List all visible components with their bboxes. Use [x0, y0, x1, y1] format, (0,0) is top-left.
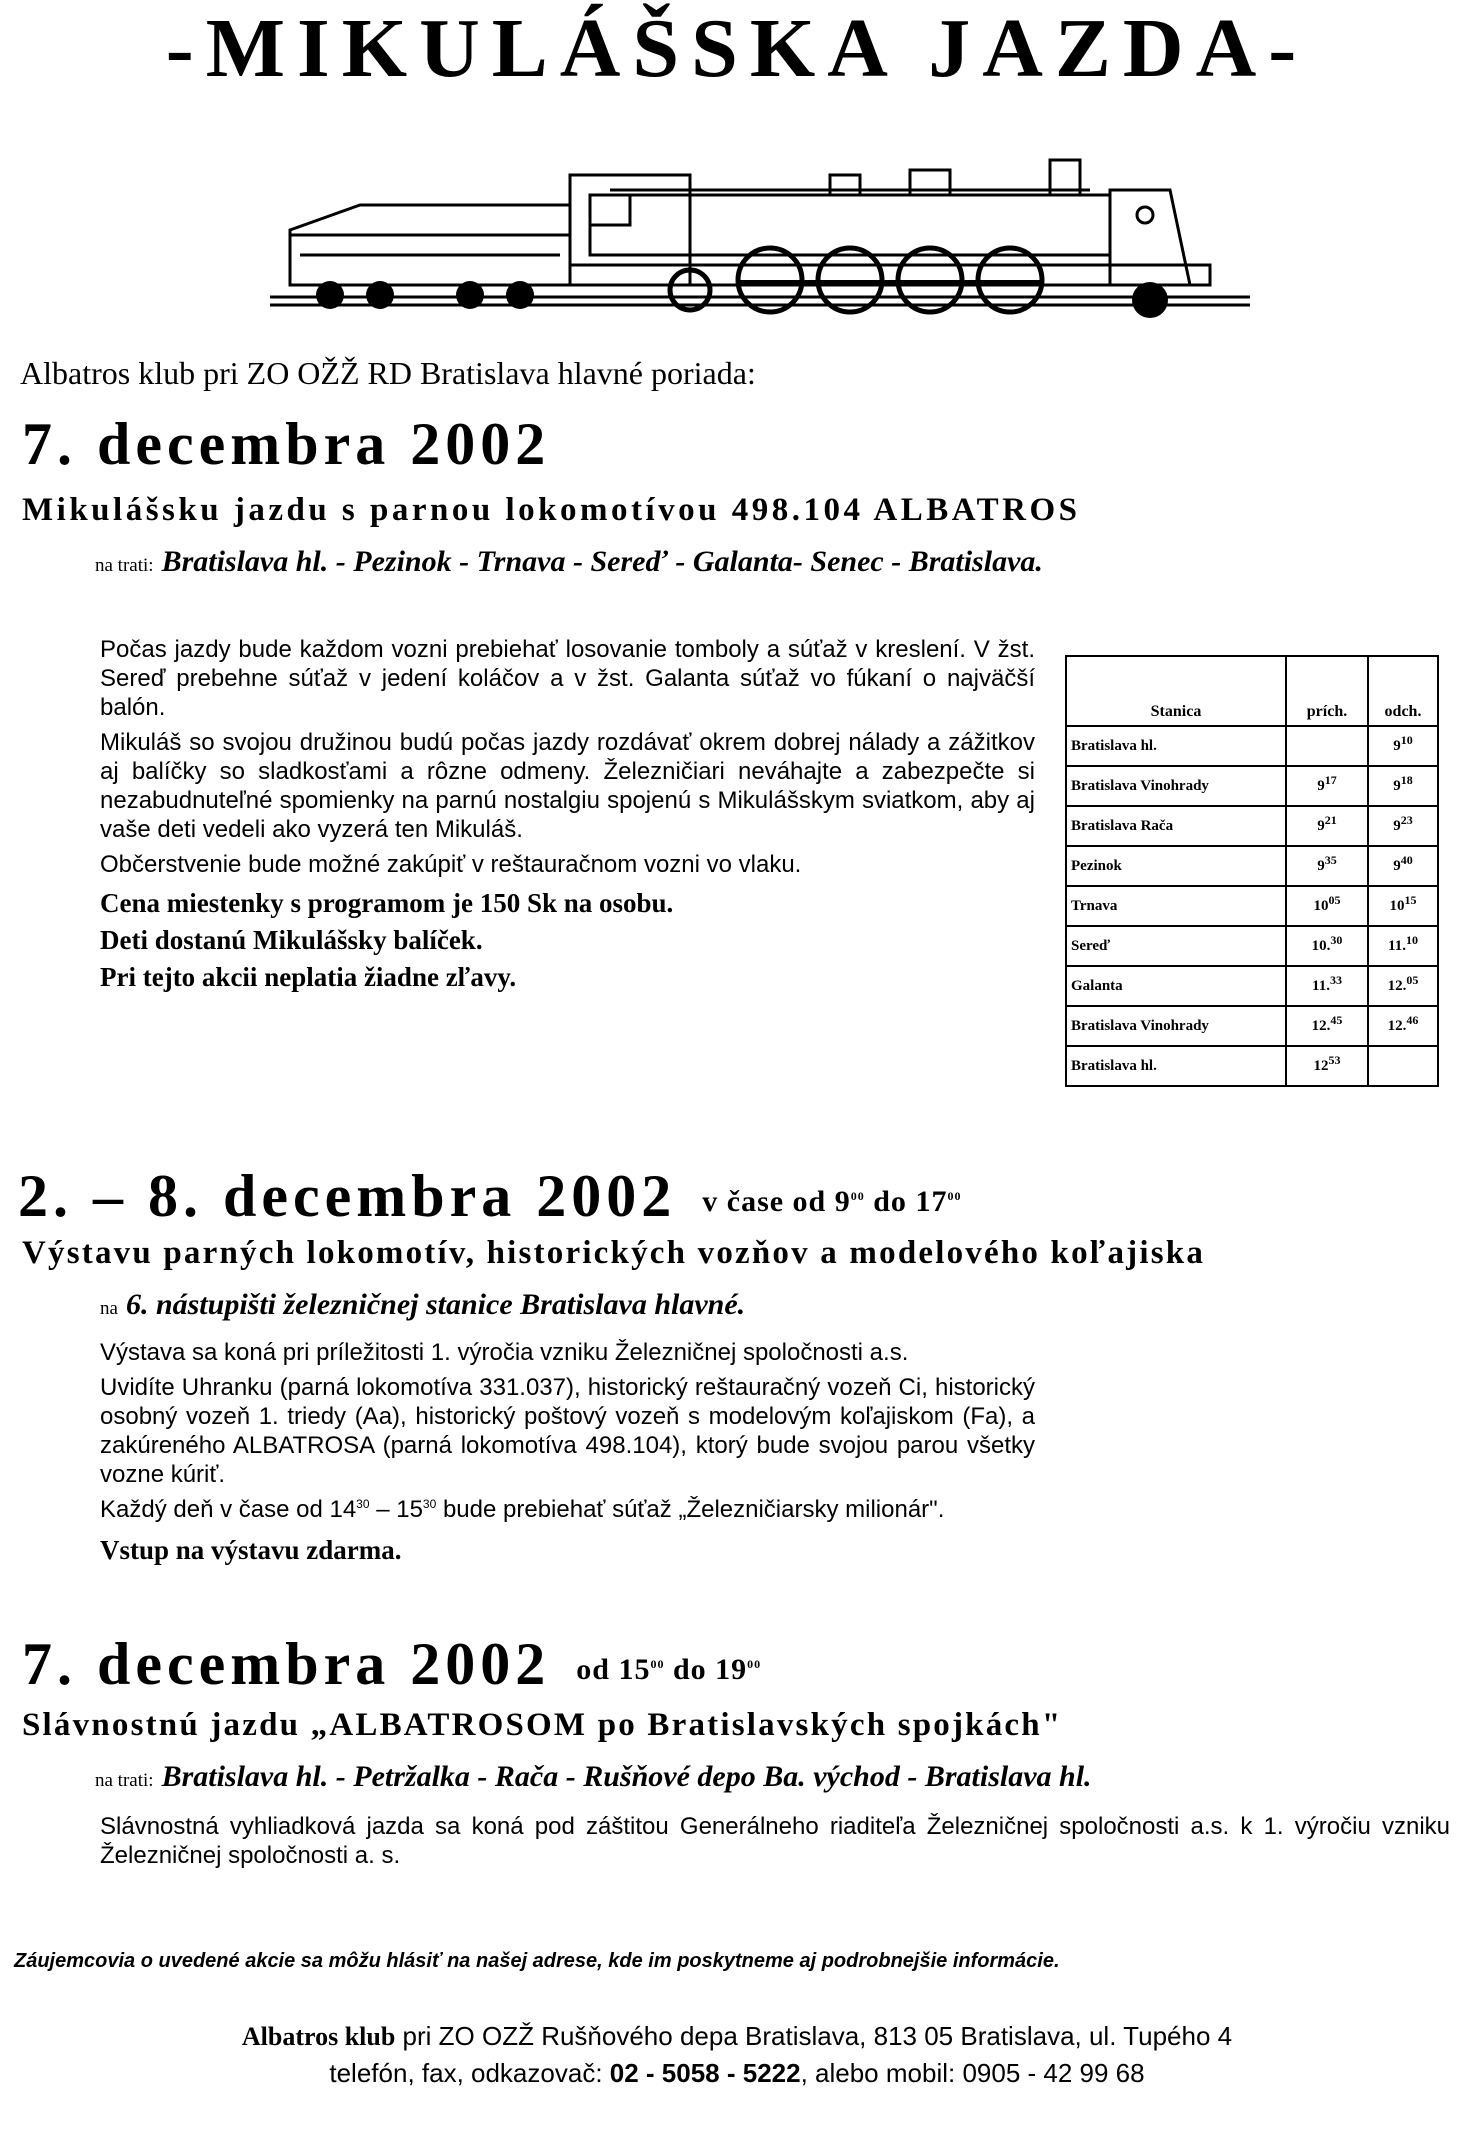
event1-date: 7. decembra 2002	[22, 411, 551, 477]
schedule-arrival	[1286, 726, 1368, 766]
schedule-arrival-hour: 10.	[1311, 937, 1331, 954]
event2-line1: Výstava sa koná pri príležitosti 1. výročia vzniku Železničnej spoločnosti a.s.	[100, 1339, 909, 1366]
event1-paragraph3: Občerstvenie bude možné zakúpiť v reštauračnom vozni vo vlaku.	[100, 851, 802, 878]
route-prefix: na trati:	[95, 1770, 154, 1791]
schedule-row	[1066, 846, 1438, 886]
schedule-table	[1065, 655, 1439, 1087]
schedule-row	[1066, 806, 1438, 846]
event2-date-line	[18, 1162, 961, 1231]
schedule-arrival	[1286, 886, 1368, 926]
schedule-station: Bratislava Vinohrady	[1066, 766, 1286, 806]
event1-no-discounts: Pri tejto akcii neplatia žiadne zľavy.	[100, 962, 517, 992]
event2-description	[100, 1338, 1035, 1569]
event2-headline: Výstavu parných lokomotív, historických vozňov a modelového koľajiska	[22, 1235, 1206, 1271]
schedule-arrival-hour: 9	[1317, 817, 1325, 834]
schedule-arrival-hour: 9	[1317, 857, 1325, 874]
schedule-arrival-minute: 17	[1324, 772, 1337, 787]
schedule-arrival	[1286, 766, 1368, 806]
schedule-station: Pezinok	[1066, 846, 1286, 886]
schedule-arrival	[1286, 1046, 1368, 1086]
event1-route	[95, 545, 1043, 579]
event2-line3	[100, 1495, 1035, 1524]
schedule-arrival-hour: 9	[1317, 777, 1325, 794]
schedule-departure	[1368, 926, 1438, 966]
schedule-departure-minute: 23	[1400, 812, 1413, 827]
page-title: -MIKULÁŠSKA JAZDA-	[165, 2, 1309, 95]
time-from-hour: 9	[834, 1185, 851, 1219]
schedule-arrival-minute: 45	[1330, 1012, 1343, 1027]
event1-paragraph1: Počas jazdy bude každom vozni prebiehať losovanie tomboly a súťaž v kreslení. V žst. Sereď prebehne súťaž v jedení koláčov a v žst. Galanta súťaž vo fúkaní o najväčší balón.	[100, 636, 1035, 721]
event2-location	[100, 1288, 745, 1322]
schedule-station: Bratislava hl.	[1066, 1046, 1286, 1086]
event3-route	[95, 1760, 1092, 1794]
schedule-arrival-minute: 05	[1328, 892, 1341, 907]
time-from-min: 00	[650, 1657, 665, 1672]
schedule-departure	[1368, 806, 1438, 846]
event1-price: Cena miestenky s programom je 150 Sk na osobu.	[100, 888, 674, 918]
footer-phone: 02 - 5058 - 5222	[609, 2058, 801, 2088]
schedule-station: Bratislava hl.	[1066, 726, 1286, 766]
schedule-departure-minute: 15	[1404, 892, 1417, 907]
schedule-departure	[1368, 846, 1438, 886]
schedule-table-wrapper	[1065, 655, 1439, 1087]
route-text: Bratislava hl. - Pezinok - Trnava - Sereď - Galanta- Senec - Bratislava.	[161, 545, 1043, 578]
time-to-hour: 19	[715, 1653, 748, 1687]
schedule-departure-hour: 9	[1393, 817, 1401, 834]
event1-kids: Deti dostanú Mikulášsky balíček.	[100, 925, 483, 955]
schedule-departure	[1368, 1046, 1438, 1086]
schedule-departure-hour: 9	[1393, 857, 1401, 874]
schedule-departure	[1368, 1006, 1438, 1046]
schedule-arrival	[1286, 806, 1368, 846]
header-arrival: prích.	[1286, 656, 1368, 726]
schedule-arrival-hour: 12	[1313, 1057, 1329, 1074]
schedule-departure	[1368, 726, 1438, 766]
schedule-arrival	[1286, 966, 1368, 1006]
footer-club-name: Albatros klub	[241, 2022, 396, 2051]
schedule-departure-minute: 10	[1405, 932, 1418, 947]
schedule-station: Bratislava Rača	[1066, 806, 1286, 846]
route-text: Bratislava hl. - Petržalka - Rača - Rušňové depo Ba. východ - Bratislava hl.	[161, 1760, 1092, 1793]
schedule-arrival-minute: 30	[1330, 932, 1343, 947]
schedule-departure	[1368, 966, 1438, 1006]
header-departure: odch.	[1368, 656, 1438, 726]
event3-date: 7. decembra 2002	[22, 1631, 551, 1697]
time-prefix: od	[576, 1653, 610, 1687]
schedule-arrival-hour: 10	[1313, 897, 1329, 914]
contact-note: Záujemcovia o uvedené akcie sa môžu hlásiť na našej adrese, kde im poskytneme aj podrobnejšie informácie.	[14, 1950, 1060, 1972]
schedule-row	[1066, 1006, 1438, 1046]
schedule-arrival-minute: 21	[1324, 812, 1337, 827]
schedule-departure-minute: 18	[1400, 772, 1413, 787]
line3-part-b: – 15	[369, 1496, 423, 1523]
schedule-row	[1066, 1046, 1438, 1086]
event2-date: 2. – 8. decembra 2002	[18, 1163, 677, 1229]
organizer-line: Albatros klub pri ZO OŽŽ RD Bratislava hlavné poriada:	[20, 355, 756, 391]
time-to-hour: 17	[915, 1185, 948, 1219]
schedule-station: Galanta	[1066, 966, 1286, 1006]
event1-paragraph2: Mikuláš so svojou družinou budú počas jazdy rozdávať okrem dobrej nálady a zážitkov aj balíčky so sladkosťami a rôzne odmeny. Železničiari neváhajte a zabezpečte si nezabudnuteľné spomienky na parnú nostalgiu spojenú s Mikulášskym sviatkom, aby aj vaše deti vedeli ako vyzerá ten Mikuláš.	[100, 729, 1035, 843]
line3-part-a: Každý deň v čase od 14	[100, 1496, 357, 1523]
schedule-station: Trnava	[1066, 886, 1286, 926]
location-prefix: na	[100, 1298, 118, 1319]
event3-headline: Slávnostnú jazdu „ALBATROSOM po Bratislavských spojkách"	[22, 1707, 1063, 1743]
location-text: 6. nástupišti železničnej stanice Bratislava hlavné.	[125, 1288, 746, 1321]
footer-line1	[0, 2018, 1474, 2055]
event2-line2: Uvidíte Uhranku (parná lokomotíva 331.037), historický reštauračný vozeň Ci, historický osobný vozeň 1. triedy (Aa), historický poštový vozeň s modelovým koľajiskom (Fa), a zakúreného ALBATROSA (parná lokomotíva 498.104), ktorý bude svojou parou všetky vozne kúriť.	[100, 1374, 1035, 1488]
event3-description	[100, 1812, 1450, 1870]
time-from-hour: 15	[618, 1653, 651, 1687]
steam-locomotive-illustration	[270, 135, 1250, 335]
time-mid: do	[873, 1185, 907, 1219]
schedule-arrival-hour: 12.	[1311, 1017, 1331, 1034]
schedule-station: Bratislava Vinohrady	[1066, 1006, 1286, 1046]
event2-free-entry: Vstup na výstavu zdarma.	[100, 1535, 402, 1565]
schedule-row	[1066, 926, 1438, 966]
time-from-min: 00	[850, 1189, 865, 1204]
schedule-row	[1066, 886, 1438, 926]
footer-contact-label: telefón, fax, odkazovač:	[329, 2058, 610, 2088]
schedule-arrival-hour: 11.	[1312, 977, 1330, 994]
schedule-row	[1066, 766, 1438, 806]
schedule-departure	[1368, 766, 1438, 806]
event3-time	[576, 1653, 761, 1686]
schedule-station: Sereď	[1066, 926, 1286, 966]
line3-part-c: bude prebiehať súťaž „Železničiarsky milionár".	[436, 1496, 945, 1523]
schedule-departure	[1368, 886, 1438, 926]
time-to-min: 00	[947, 1189, 962, 1204]
event3-date-line	[22, 1630, 761, 1699]
schedule-arrival	[1286, 926, 1368, 966]
schedule-row	[1066, 966, 1438, 1006]
schedule-departure-hour: 9	[1393, 737, 1401, 754]
schedule-departure-minute: 46	[1406, 1012, 1419, 1027]
event2-time	[702, 1185, 961, 1218]
header-station: Stanica	[1066, 656, 1286, 726]
schedule-row	[1066, 726, 1438, 766]
schedule-departure-hour: 11.	[1388, 937, 1406, 954]
footer-address: pri ZO OZŽ Rušňového depa Bratislava, 813 05 Bratislava, ul. Tupého 4	[395, 2021, 1233, 2051]
schedule-departure-hour: 9	[1393, 777, 1401, 794]
footer-mobile: , alebo mobil: 0905 - 42 99 68	[800, 2058, 1145, 2088]
event1-description	[100, 635, 1035, 996]
schedule-arrival-minute: 53	[1328, 1052, 1341, 1067]
schedule-departure-minute: 05	[1406, 972, 1419, 987]
time-prefix: v čase od	[702, 1185, 827, 1219]
line3-sup1: 30	[356, 1497, 370, 1511]
footer-line2	[0, 2055, 1474, 2091]
schedule-header-row	[1066, 656, 1438, 726]
schedule-arrival	[1286, 846, 1368, 886]
schedule-departure-hour: 10	[1389, 897, 1405, 914]
schedule-arrival	[1286, 1006, 1368, 1046]
event3-paragraph: Slávnostná vyhliadková jazda sa koná pod záštitou Generálneho riaditeľa Železničnej spoločnosti a.s. k 1. výročiu vzniku Železničnej spoločnosti a. s.	[100, 1813, 1450, 1869]
line3-sup2: 30	[422, 1497, 437, 1511]
event1-headline: Mikulášsku jazdu s parnou lokomotívou 498.104 ALBATROS	[22, 492, 1081, 528]
schedule-arrival-minute: 35	[1324, 852, 1337, 867]
time-to-min: 00	[747, 1657, 762, 1672]
schedule-departure-hour: 12.	[1387, 1017, 1407, 1034]
schedule-arrival-minute: 33	[1329, 972, 1342, 987]
schedule-departure-minute: 40	[1400, 852, 1413, 867]
schedule-departure-hour: 12.	[1387, 977, 1407, 994]
time-mid: do	[672, 1653, 707, 1687]
schedule-departure-minute: 10	[1400, 732, 1413, 747]
route-prefix: na trati:	[95, 555, 154, 576]
footer	[0, 2018, 1474, 2091]
